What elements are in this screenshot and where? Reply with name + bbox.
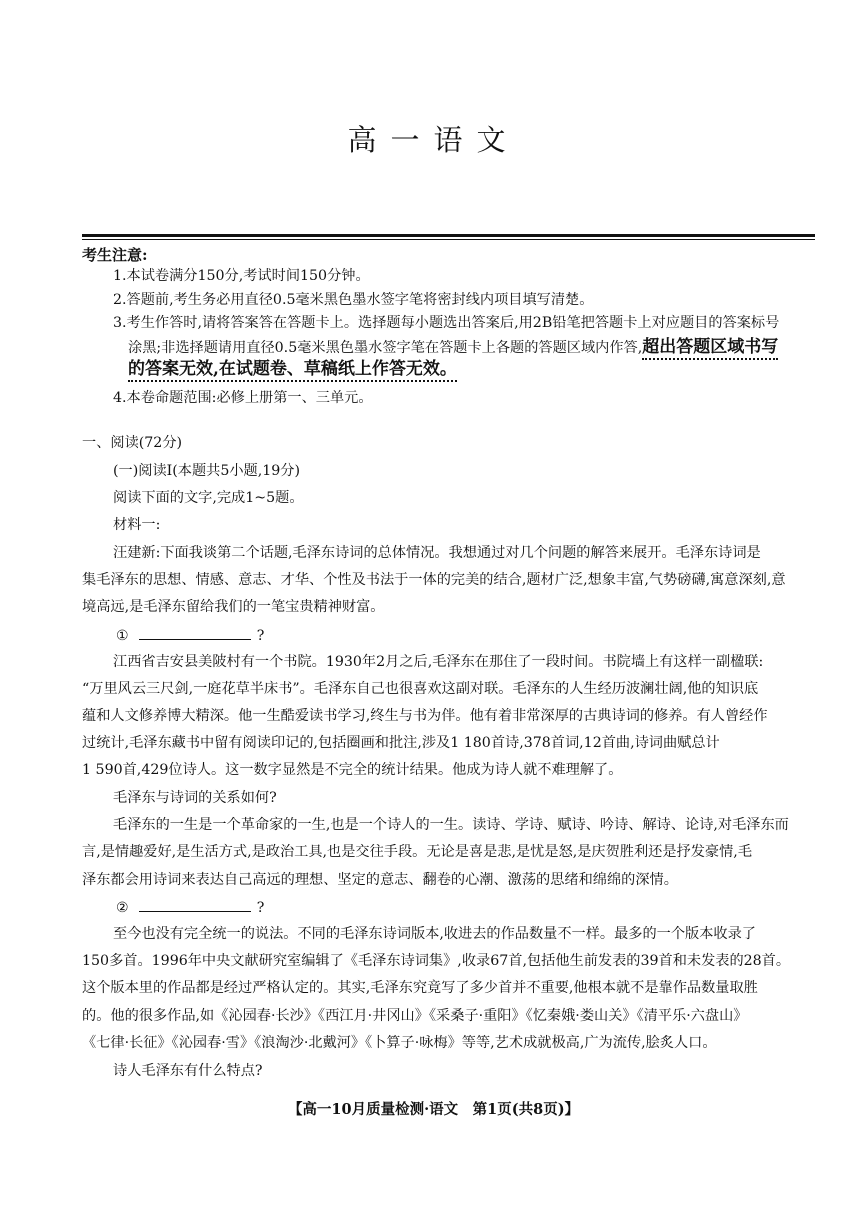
question-features: 诗人毛泽东有什么特点?	[113, 1063, 263, 1079]
notice-item-3: 3.考生作答时,请将答案答在答题卡上。选择题每小题选出答案后,用2B铅笔把答题卡上对应题目的答案标号	[113, 315, 780, 331]
passage-line: 这个版本里的作品都是经过严格认定的。其实,毛泽东究竟写了多少首并不重要,他根本就不是靠作品数量取胜	[82, 980, 758, 996]
answer-blank-2	[139, 897, 251, 912]
passage-line: 《七律·长征》《沁园春·雪》《浪淘沙·北戴河》《卜算子·咏梅》等等,艺术成就极高,广为流传,脍炙人口。	[82, 1035, 717, 1051]
notice-item-4: 4.本卷命题范围:必修上册第一、三单元。	[113, 390, 373, 406]
passage-line: 过统计,毛泽东藏书中留有阅读印记的,包括圈画和批注,涉及1 180首诗,378首词,12首曲,诗词曲赋总计	[82, 735, 720, 751]
notice-item-1: 1.本试卷满分150分,考试时间150分钟。	[113, 268, 370, 284]
header-rule-thin	[82, 239, 815, 240]
notice-item-3-line-3	[128, 359, 457, 379]
notice-heading: 考生注意:	[82, 246, 148, 264]
question-2-blank	[116, 897, 264, 918]
notice-emphasis-2: 的答案无效,在试题卷、草稿纸上作答无效。	[128, 359, 457, 382]
passage-line: 的。他的很多作品,如《沁园春·长沙》《西江月·井冈山》《采桑子·重阳》《忆秦娥·娄山关》《清平乐·六盘山》	[82, 1008, 748, 1024]
passage-line: 泽东都会用诗词来表达自己高远的理想、坚定的意志、翻卷的心潮、激荡的思绪和绵绵的深情。	[82, 872, 678, 888]
passage-line: 1 590首,429位诗人。这一数字显然是不完全的统计结果。他成为诗人就不难理解了。	[82, 762, 623, 778]
sub-section-heading: (一)阅读Ⅰ(本题共5小题,19分)	[113, 463, 301, 479]
question-1-blank	[116, 625, 264, 646]
page-title: 高一语文	[347, 123, 520, 157]
question-2-suffix: ?	[256, 900, 265, 916]
question-relation: 毛泽东与诗词的关系如何?	[113, 790, 277, 806]
passage-line: 言,是情趣爱好,是生活方式,是政治工具,也是交往手段。无论是喜是悲,是忧是怒,是庆贺胜利还是抒发豪情,毛	[82, 844, 753, 860]
section-heading: 一、阅读(72分)	[82, 435, 183, 451]
passage-line: 150多首。1996年中央文献研究室编辑了《毛泽东诗词集》,收录67首,包括他生前发表的39首和未发表的28首。	[82, 953, 791, 969]
question-1-marker: ①	[116, 628, 129, 644]
question-2-marker: ②	[116, 900, 129, 916]
passage-line: 蕴和人文修养博大精深。他一生酷爱读书学习,终生与书为伴。他有着非常深厚的古典诗词的修养。有人曾经作	[82, 708, 768, 724]
passage-line: “万里风云三尺剑,一庭花草半床书”。毛泽东自己也很喜欢这副对联。毛泽东的人生经历波澜壮阔,他的知识底	[82, 681, 759, 697]
passage-line: 集毛泽东的思想、情感、意志、才华、个性及书法于一体的完美的结合,题材广泛,想象丰富,气势磅礴,寓意深刻,意	[82, 572, 786, 588]
notice-item-3-text: 涂黑;非选择题请用直径0.5毫米黑色墨水签字笔在答题卡上各题的答题区域内作答,	[128, 340, 643, 356]
header-rule-thick	[82, 234, 815, 237]
answer-blank-1	[139, 625, 251, 640]
notice-item-3-line-2	[128, 337, 778, 358]
page-footer: 【高一10月质量检测·语文 第1页(共8页)】	[287, 1101, 580, 1118]
passage-line: 毛泽东的一生是一个革命家的一生,也是一个诗人的一生。读诗、学诗、赋诗、吟诗、解诗、论诗,对毛泽东而	[113, 817, 789, 833]
notice-emphasis-1: 超出答题区域书写	[642, 337, 778, 360]
passage-line: 汪建新:下面我谈第二个话题,毛泽东诗词的总体情况。我想通过对几个问题的解答来展开。毛泽东诗词是	[113, 545, 761, 561]
passage-line: 至今也没有完全统一的说法。不同的毛泽东诗词版本,收进去的作品数量不一样。最多的一个版本收录了	[113, 926, 756, 942]
instruction: 阅读下面的文字,完成1~5题。	[113, 490, 304, 506]
material-label: 材料一:	[113, 517, 161, 533]
notice-item-2: 2.答题前,考生务必用直径0.5毫米黑色墨水签字笔将密封线内项目填写清楚。	[113, 292, 594, 308]
question-1-suffix: ?	[256, 628, 265, 644]
passage-line: 境高远,是毛泽东留给我们的一笔宝贵精神财富。	[82, 599, 385, 615]
passage-line: 江西省吉安县美陂村有一个书院。1930年2月之后,毛泽东在那住了一段时间。书院墙上有这样一副楹联:	[113, 654, 764, 670]
